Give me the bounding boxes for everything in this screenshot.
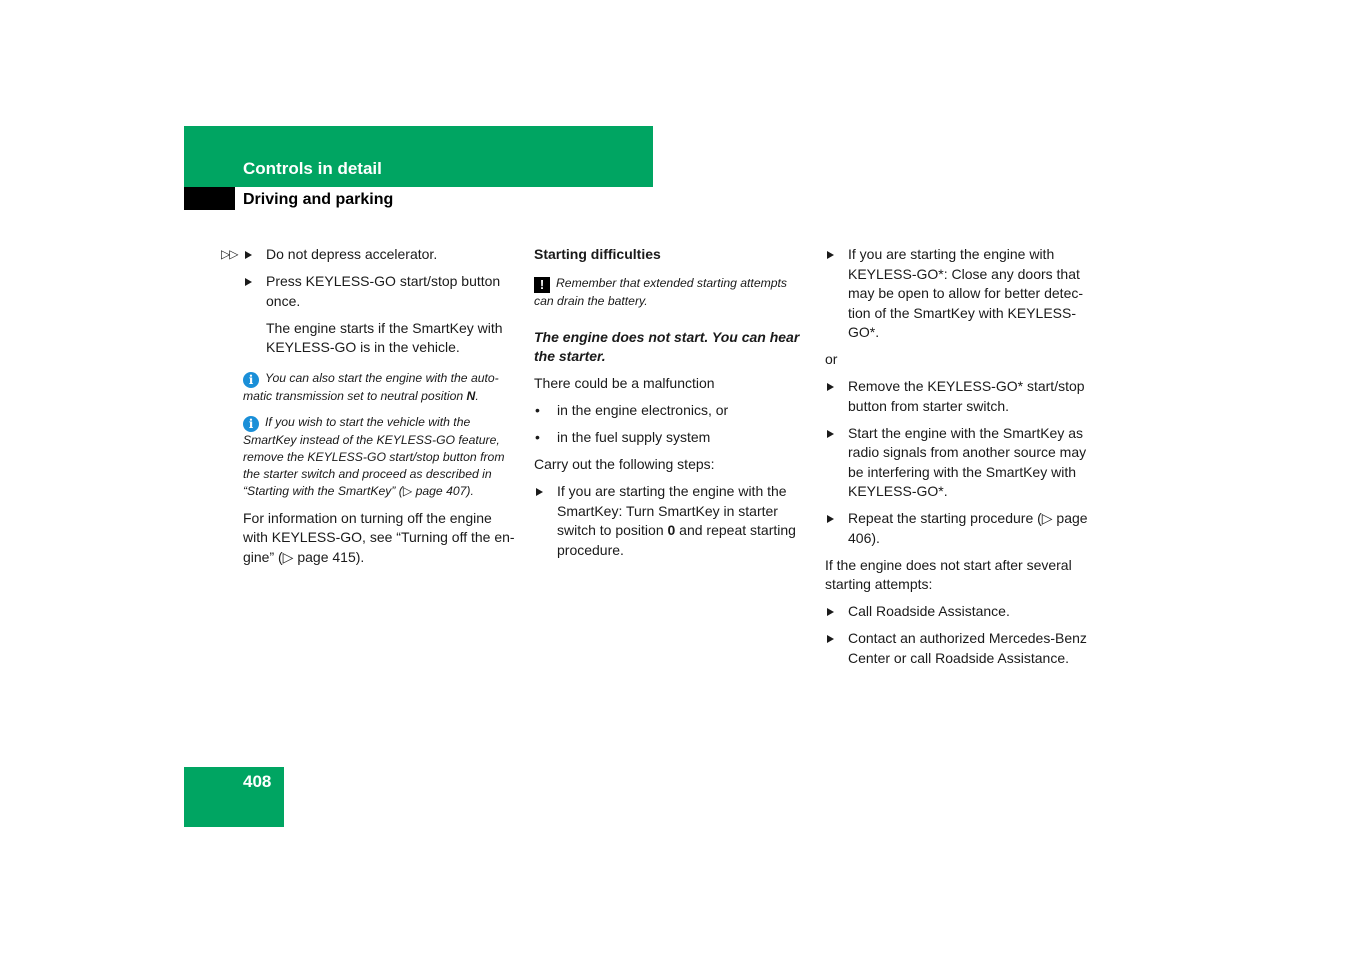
note-text: If you wish to start the vehicle with the SmartKey instead of the KEYLESS-GO feature, remove the KEYLESS-GO start/stop button from the starter switch and proceed as described in “Starting with the SmartKey” (▷ page 407). <box>243 414 505 498</box>
step-contact-center <box>825 629 1100 668</box>
step-arrow-icon <box>245 278 252 286</box>
intro-text: There could be a malfunction <box>534 375 715 391</box>
step-start-smartkey <box>825 424 1100 502</box>
info-note-neutral <box>243 370 519 405</box>
step-depress-accelerator <box>221 245 519 265</box>
subheading-starter: The engine does not start. You can hear the starter. <box>534 328 800 364</box>
warning-note <box>534 275 808 310</box>
subsection-title: Driving and parking <box>243 191 394 208</box>
list-item <box>534 401 808 421</box>
step-text: Call Roadside Assistance. <box>848 603 1010 619</box>
continued-icon: ▷▷ <box>221 247 238 261</box>
step-text: Do not depress accelerator. <box>266 246 438 262</box>
para-several-attempts: If the engine does not start after several starting attempts: <box>825 556 1072 592</box>
step-text: Press KEYLESS-GO start/stop button once. <box>266 273 501 309</box>
step-arrow-icon <box>245 251 252 259</box>
list-item-text: in the engine electronics, or <box>557 402 729 418</box>
step-text: Start the engine with the SmartKey as radio signals from another source may be interfering with the SmartKey with KEYLESS-GO*. <box>848 424 1087 499</box>
step-text: Contact an authorized Mercedes-Benz Center or call Roadside Assistance. <box>848 630 1087 666</box>
step-arrow-icon <box>827 383 834 391</box>
step-text: If you are starting the engine with KEYLESS-GO*: Close any doors that may be open to allow for better detec-tion of the SmartKey with KEYLESS-GO*. <box>848 246 1084 340</box>
bullet-icon: • <box>535 429 540 445</box>
note-text-end: . <box>475 388 479 403</box>
step-repeat <box>825 509 1100 548</box>
note-text: You can also start the engine with the auto-matic transmission set to neutral position <box>243 370 499 403</box>
step-text: Remove the KEYLESS-GO* start/stop button from starter switch. <box>848 378 1085 414</box>
info-icon: i <box>243 372 259 388</box>
step-call-roadside <box>825 602 1100 622</box>
step-arrow-icon <box>827 608 834 616</box>
para-turning-off: For information on turning off the engine with KEYLESS-GO, see “Turning off the en-gine” (▷ page 415). <box>243 509 515 565</box>
step-text: If you are starting the engine with the SmartKey: Turn SmartKey in starter switch to position <box>557 483 787 538</box>
step-smartkey <box>534 482 808 560</box>
section-title: Controls in detail <box>243 159 382 178</box>
info-icon: i <box>243 416 259 432</box>
step-press-button <box>243 272 519 311</box>
step-result: The engine starts if the SmartKey with KEYLESS-GO is in the vehicle. <box>266 319 503 355</box>
step-text: Repeat the starting procedure (▷ page 406). <box>848 510 1088 546</box>
column-2 <box>534 245 808 568</box>
step-arrow-icon <box>827 515 834 523</box>
column-1 <box>221 245 519 575</box>
note-bold: N <box>466 388 476 403</box>
warning-text: Remember that extended starting attempts can drain the battery. <box>534 275 788 308</box>
step-arrow-icon <box>827 635 834 643</box>
step-bold: 0 <box>667 522 676 538</box>
page-number: 408 <box>243 772 272 791</box>
column-3 <box>825 245 1100 676</box>
heading-starting-difficulties: Starting difficulties <box>534 246 661 262</box>
bullet-icon: • <box>535 402 540 418</box>
list-item <box>534 428 808 448</box>
step-arrow-icon <box>827 430 834 438</box>
step-arrow-icon <box>536 488 543 496</box>
subsection-marker <box>184 187 235 210</box>
info-note-smartkey <box>243 414 519 500</box>
steps-intro: Carry out the following steps: <box>534 456 715 472</box>
step-text-end: and repeat starting procedure. <box>557 522 796 558</box>
list-item-text: in the fuel supply system <box>557 429 711 445</box>
step-remove-button <box>825 377 1100 416</box>
step-arrow-icon <box>827 251 834 259</box>
or-text: or <box>825 351 838 367</box>
warning-icon: ! <box>534 277 550 293</box>
step-close-doors <box>825 245 1100 343</box>
